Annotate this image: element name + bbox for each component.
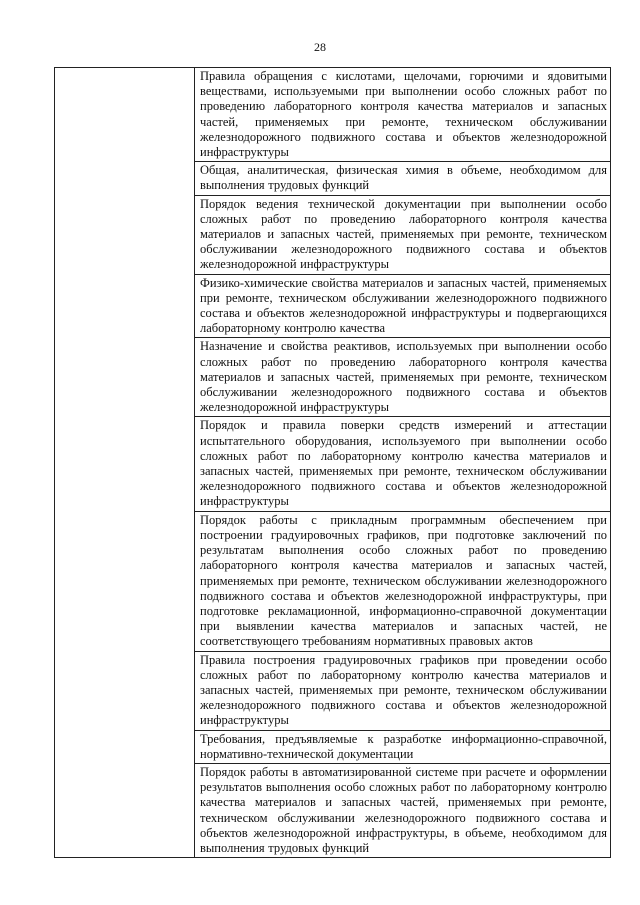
- table-cell: [195, 651, 611, 730]
- table-cell: [195, 68, 611, 162]
- cell-text: Общая, аналитическая, физическая химия в объеме, необходимом для выполнения трудовых функций: [200, 163, 607, 193]
- cell-text: Порядок работы с прикладным программным обеспечением при построении градуировочных графиков, при подготовке заключений по результатам выполнения особо сложных работ по проведению лабораторного контроля качества материалов и запасных частей, применяемых при ремонте, техническом обслуживании железнодорожного подвижного состава и объектов железнодорожной инфраструктуры, при подготовке рекламационной, информационно-справочной документации при выявлении качества материалов и запасных частей, не соответствующего требованиям нормативных правовых актов: [200, 512, 607, 649]
- table-cell: [195, 763, 611, 857]
- cell-text: Физико-химические свойства материалов и запасных частей, применяемых при ремонте, техническом обслуживании железнодорожного подвижного состава и объектов железнодорожной инфраструктуры и подвергающихся лабораторному контролю качества: [200, 275, 607, 336]
- cell-text: Требования, предъявляемые к разработке информационно-справочной, нормативно-технической документации: [200, 731, 607, 761]
- cell-text: Назначение и свойства реактивов, используемых при выполнении особо сложных работ по проведению лабораторного контроля качества материалов и запасных частей, применяемых при ремонте, техническом обслуживании железнодорожного подвижного состава и объектов железнодорожной инфраструктуры: [200, 339, 607, 415]
- cell-text: Порядок работы в автоматизированной системе при расчете и оформлении результатов выполнения особо сложных работ по лабораторному контролю качества материалов и запасных частей, применяемых при ремонте, техническом обслуживании железнодорожного подвижного состава и объектов железнодорожной инфраструктуры, в объеме, необходимом для выполнения трудовых функций: [200, 764, 607, 855]
- table-cell: [195, 511, 611, 651]
- table-cell: [195, 338, 611, 417]
- cell-text: Правила построения градуировочных графиков при проведении особо сложных работ по лабораторному контролю качества материалов и запасных частей, применяемых при ремонте, техническом обслуживании железнодорожного подвижного состава и объектов железнодорожной инфраструктуры: [200, 652, 607, 728]
- table-cell: [195, 195, 611, 274]
- table-cell: [195, 162, 611, 195]
- requirements-table: [54, 67, 611, 858]
- table-cell: [195, 730, 611, 763]
- page-number: 28: [314, 40, 326, 54]
- row-header-cell: [55, 68, 195, 858]
- cell-text: Порядок ведения технической документации при выполнении особо сложных работ по проведению лабораторного контроля качества материалов и запасных частей, применяемых при ремонте, техническом обслуживании железнодорожного подвижного состава и объектов железнодорожной инфраструктуры: [200, 196, 607, 272]
- table-cell: [195, 274, 611, 338]
- table-cell: [195, 417, 611, 511]
- cell-text: Порядок и правила поверки средств измерений и аттестации испытательного оборудования, используемого при выполнении особо сложных работ по лабораторному контролю качества материалов и запасных частей, применяемых при ремонте, техническом обслуживании железнодорожного подвижного состава и объектов железнодорожной инфраструктуры: [200, 418, 607, 509]
- cell-text: Правила обращения с кислотами, щелочами, горючими и ядовитыми веществами, используемыми при выполнении особо сложных работ по проведению лабораторного контроля качества материалов и запасных частей, применяемых при ремонте, техническом обслуживании железнодорожного подвижного состава и объектов железнодорожной инфраструктуры: [200, 69, 607, 160]
- table-row: [55, 68, 611, 162]
